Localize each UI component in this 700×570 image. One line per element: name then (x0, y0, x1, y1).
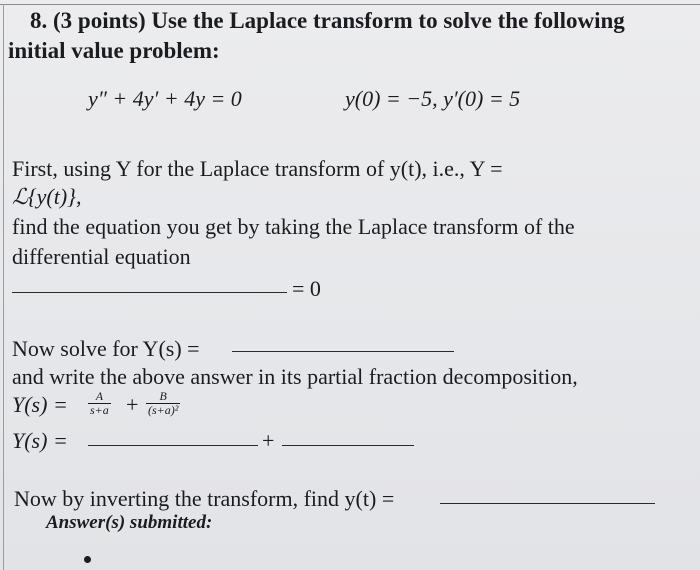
fraction-b-denominator: (s+a)² (148, 403, 179, 417)
plus-sign-2: + (262, 428, 275, 453)
bullet-point (84, 556, 91, 563)
ys-decomposition-label: Y(s) = (12, 392, 68, 417)
step1-line2: ℒ{y(t)}, (12, 184, 82, 209)
laplace-equation-input[interactable] (12, 292, 287, 293)
top-border (0, 4, 700, 5)
step1-line3: find the equation you get by taking the Laplace transform of the (12, 214, 575, 239)
term-b-input[interactable] (282, 445, 414, 446)
left-border (3, 4, 4, 570)
equals-zero-label: = 0 (292, 276, 321, 301)
fraction-b (146, 390, 180, 417)
partial-fraction-intro: and write the above answer in its partial fraction decomposition, (12, 364, 578, 389)
problem-heading-line1: 8. (3 points) Use the Laplace transform to solve the following (30, 8, 625, 33)
fraction-a-denominator: s+a (90, 403, 109, 417)
term-a-input[interactable] (88, 445, 258, 446)
fraction-a-numerator: A (88, 390, 111, 404)
answers-submitted-label: Answer(s) submitted: (46, 512, 213, 533)
fraction-b-numerator: B (146, 390, 180, 404)
yt-answer-input[interactable] (440, 503, 655, 504)
differential-equation: y″ + 4y′ + 4y = 0 (88, 86, 242, 111)
plus-sign: + (126, 392, 139, 417)
problem-heading-line2: initial value problem: (8, 38, 220, 63)
step1-line1: First, using Y for the Laplace transform of y(t), i.e., Y = (12, 156, 503, 181)
step1-line4: differential equation (12, 244, 191, 269)
invert-transform-label: Now by inverting the transform, find y(t) = (14, 486, 395, 511)
initial-conditions: y(0) = −5, y′(0) = 5 (345, 86, 521, 111)
fraction-a (88, 390, 111, 417)
ys-answer-input[interactable] (232, 351, 454, 352)
solve-for-ys-label: Now solve for Y(s) = (12, 336, 200, 361)
ys-answer-label: Y(s) = (12, 428, 68, 453)
